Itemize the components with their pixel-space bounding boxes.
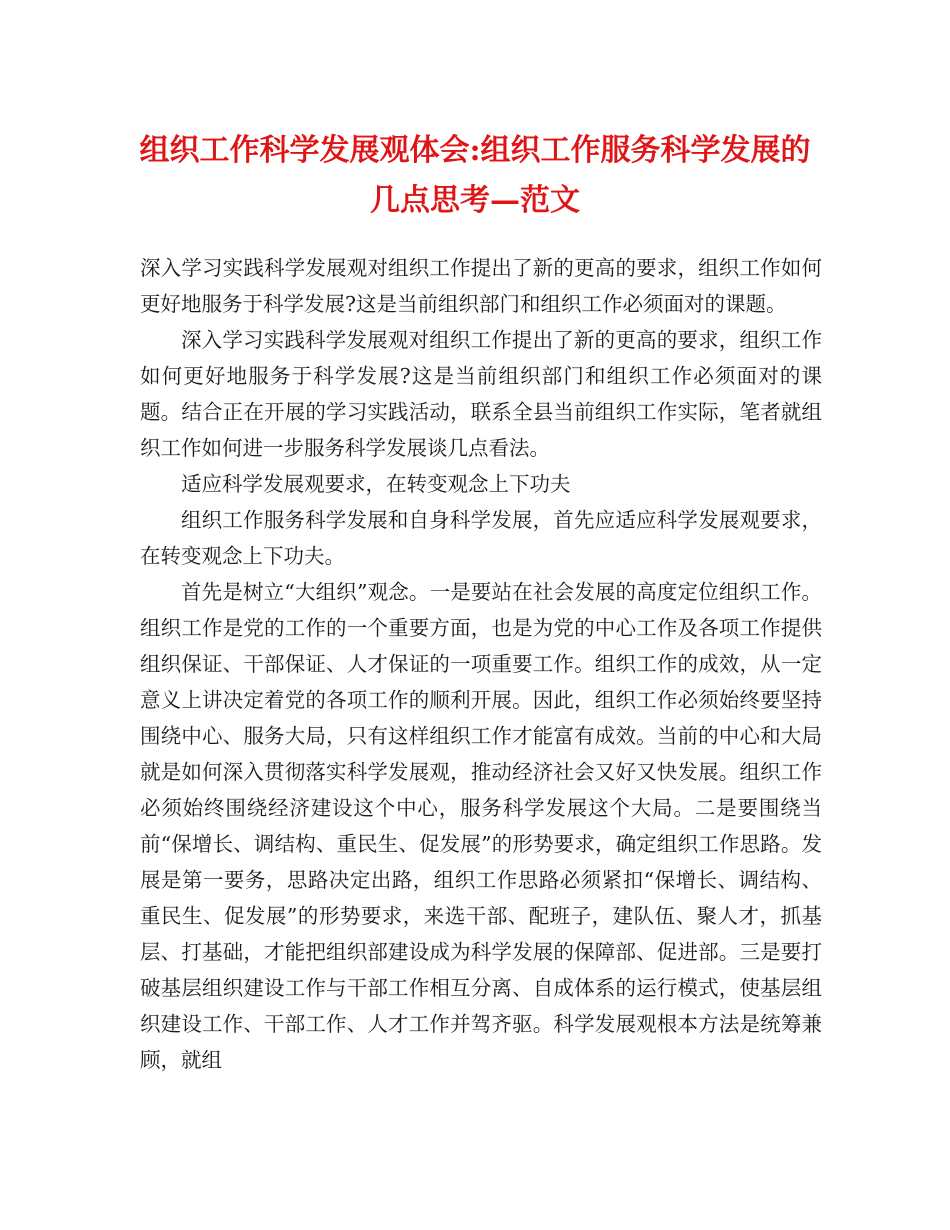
- document-body: [140, 250, 822, 1078]
- paragraph-intro: 深入学习实践科学发展观对组织工作提出了新的更高的要求，组织工作如何更好地服务于科学发展?这是当前组织部门和组织工作必须面对的课题。结合正在开展的学习实践活动，联系全县当前组织工作实际，笔者就组织工作如何进一步服务科学发展谈几点看法。: [140, 328, 822, 460]
- paragraph-section-lead: 组织工作服务科学发展和自身科学发展，首先应适应科学发展观要求，在转变观念上下功夫。: [140, 508, 822, 568]
- document-title: 组织工作科学发展观体会:组织工作服务科学发展的几点思考—范文: [139, 133, 811, 218]
- paragraph-summary: 深入学习实践科学发展观对组织工作提出了新的更高的要求，组织工作如何更好地服务于科学发展?这是当前组织部门和组织工作必须面对的课题。: [140, 256, 822, 316]
- section-heading: 适应科学发展观要求，在转变观念上下功夫: [181, 472, 571, 496]
- paragraph-body: 首先是树立“大组织”观念。一是要站在社会发展的高度定位组织工作。组织工作是党的工作的一个重要方面，也是为党的中心工作及各项工作提供组织保证、干部保证、人才保证的一项重要工作。组织工作的成效，从一定意义上讲决定着党的各项工作的顺利开展。因此，组织工作必须始终要坚持围绕中心、服务大局，只有这样组织工作才能富有成效。当前的中心和大局就是如何深入贯彻落实科学发展观，推动经济社会又好又快发展。组织工作必须始终围绕经济建设这个中心，服务科学发展这个大局。二是要围绕当前“保增长、调结构、重民生、促发展”的形势要求，确定组织工作思路。发展是第一要务，思路决定出路，组织工作思路必须紧扣“保增长、调结构、重民生、促发展”的形势要求，来选干部、配班子，建队伍、聚人才，抓基层、打基础，才能把组织部建设成为科学发展的保障部、促进部。三是要打破基层组织建设工作与干部工作相互分离、自成体系的运行模式，使基层组织建设工作、干部工作、人才工作并驾齐驱。科学发展观根本方法是统筹兼顾，就组: [140, 580, 822, 1072]
